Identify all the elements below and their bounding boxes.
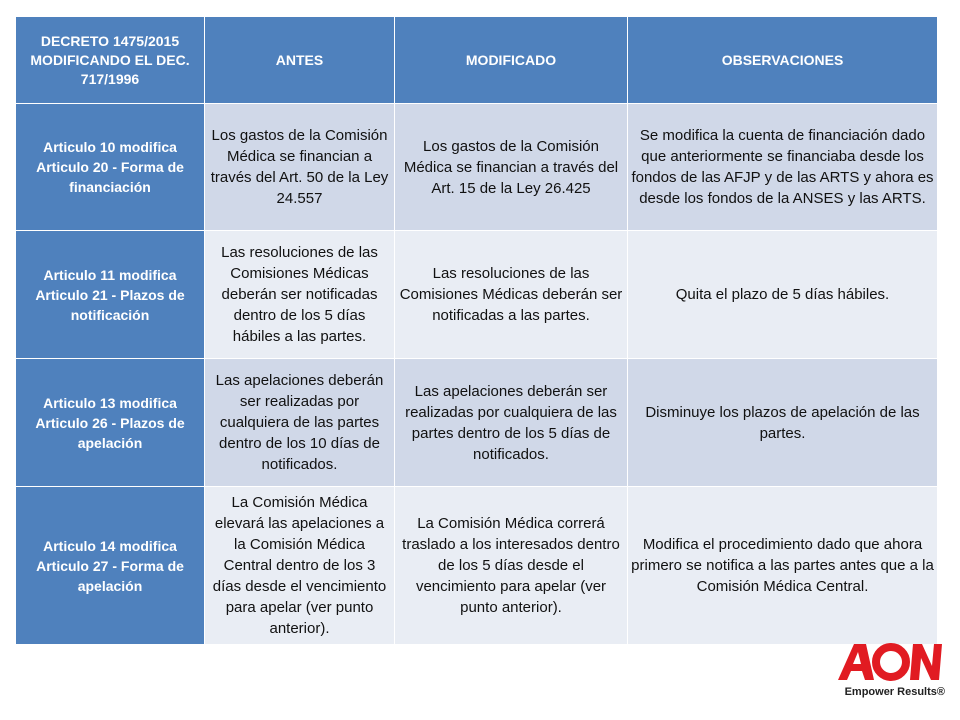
row-articulo: Articulo 13 modifica Articulo 26 - Plazos de apelación (16, 359, 205, 487)
logo-tagline: Empower Results® (844, 686, 945, 698)
logo-letter-n (910, 644, 942, 680)
aon-logo-mark (836, 640, 944, 682)
header-decreto: DECRETO 1475/2015 MODIFICANDO EL DEC. 717/1996 (16, 17, 205, 104)
header-observaciones: OBSERVACIONES (628, 17, 938, 104)
table-row (16, 487, 938, 645)
header-row (16, 17, 938, 104)
cell-modificado: Las resoluciones de las Comisiones Médicas deberán ser notificadas a las partes. (395, 231, 628, 359)
logo-letter-o (876, 647, 906, 677)
cell-antes: La Comisión Médica elevará las apelaciones a la Comisión Médica Central dentro de los 3 días desde el vencimiento para apelar (ver punto anterior). (205, 487, 395, 645)
table-row (16, 104, 938, 231)
cell-modificado: La Comisión Médica correrá traslado a los interesados dentro de los 5 días desde el vencimiento para apelar (ver punto anterior). (395, 487, 628, 645)
row-articulo: Articulo 10 modifica Articulo 20 - Forma de financiación (16, 104, 205, 231)
aon-logo (830, 640, 945, 710)
cell-modificado: Las apelaciones deberán ser realizadas por cualquiera de las partes dentro de los 5 días de notificados. (395, 359, 628, 487)
table-row (16, 359, 938, 487)
table-row (16, 231, 938, 359)
cell-antes: Los gastos de la Comisión Médica se financian a través del Art. 50 de la Ley 24.557 (205, 104, 395, 231)
cell-modificado: Los gastos de la Comisión Médica se financian a través del Art. 15 de la Ley 26.425 (395, 104, 628, 231)
cell-observaciones: Modifica el procedimiento dado que ahora primero se notifica a las partes antes que a la Comisión Médica Central. (628, 487, 938, 645)
cell-antes: Las apelaciones deberán ser realizadas por cualquiera de las partes dentro de los 10 días de notificados. (205, 359, 395, 487)
row-articulo: Articulo 11 modifica Articulo 21 - Plazos de notificación (16, 231, 205, 359)
cell-antes: Las resoluciones de las Comisiones Médicas deberán ser notificadas dentro de los 5 días hábiles a las partes. (205, 231, 395, 359)
row-articulo: Articulo 14 modifica Articulo 27 - Forma de apelación (16, 487, 205, 645)
table-header (16, 17, 938, 104)
table-body (16, 104, 938, 645)
cell-observaciones: Se modifica la cuenta de financiación dado que anteriormente se financiaba desde los fondos de las AFJP y de las ARTS y ahora es desde los fondos de la ANSES y las ARTS. (628, 104, 938, 231)
cell-observaciones: Disminuye los plazos de apelación de las partes. (628, 359, 938, 487)
cell-observaciones: Quita el plazo de 5 días hábiles. (628, 231, 938, 359)
header-antes: ANTES (205, 17, 395, 104)
decree-comparison-table (15, 16, 938, 645)
header-modificado: MODIFICADO (395, 17, 628, 104)
logo-letter-a (838, 644, 874, 680)
